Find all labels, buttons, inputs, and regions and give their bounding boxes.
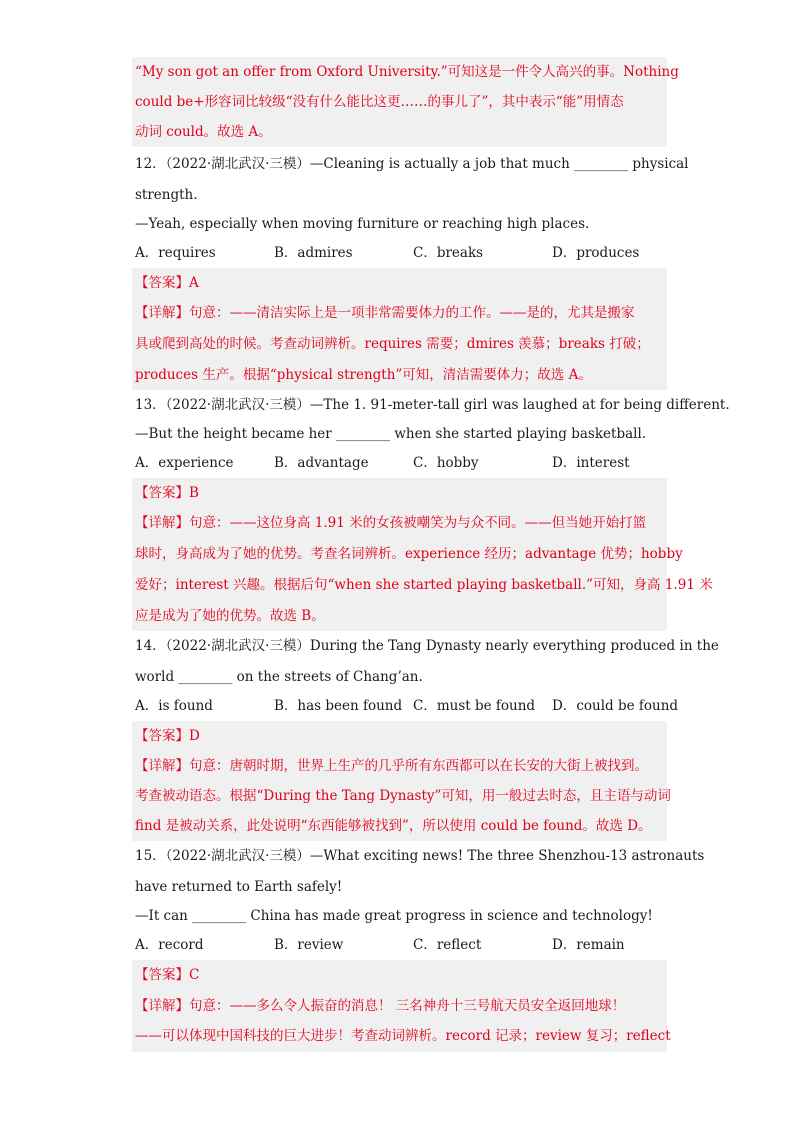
option-b: B．admires [274, 245, 353, 261]
detail-line: 【详解】句意：唐朝时期，世界上生产的几乎所有东西都可以在长安的大街上被找到。 [135, 758, 648, 774]
question-14-stem: world ________ on the streets of Chang’an. [135, 669, 423, 685]
question-14-stem: 14．（2022·湖北武汉·三模）During the Tang Dynasty nearly everything produced in the [135, 638, 719, 654]
option-a: A．experience [135, 455, 234, 471]
option-d: D．remain [552, 937, 625, 953]
detail-line: “My son got an offer from Oxford University.”可知这是一件令人高兴的事。Nothing [135, 64, 679, 80]
question-12-stem: 12．（2022·湖北武汉·三模）—Cleaning is actually a job that much ________ physical [135, 156, 689, 172]
detail-line: 具或爬到高处的时候。考查动词辨析。requires 需要；dmires 羡慕；breaks 打破； [135, 336, 650, 352]
question-15-stem: —It can ________ China has made great progress in science and technology! [135, 908, 653, 924]
detail-line: 【详解】句意：——清洁实际上是一项非常需要体力的工作。——是的，尤其是搬家 [135, 305, 635, 321]
option-d: D．produces [552, 245, 640, 261]
question-13-stem: —But the height became her ________ when she started playing basketball. [135, 426, 647, 442]
option-b: B．review [274, 937, 344, 953]
option-c: C．hobby [413, 455, 479, 471]
question-12-stem: —Yeah, especially when moving furniture or reaching high places. [135, 216, 590, 232]
detail-line: ——可以体现中国科技的巨大进步！考查动词辨析。record 记录；review 复习；reflect [135, 1028, 671, 1044]
option-d: D．could be found [552, 698, 679, 714]
option-a: A．requires [135, 245, 216, 261]
answer-label: 【答案】A [135, 275, 199, 291]
detail-line: produces 生产。根据“physical strength”可知，清洁需要体力；故选 A。 [135, 367, 592, 383]
answer-label: 【答案】C [135, 967, 200, 983]
detail-line: 考查被动语态。根据“During the Tang Dynasty”可知，用一般过去时态，且主语与动词 [135, 788, 671, 804]
question-13-stem: 13．（2022·湖北武汉·三模）—The 1. 91-meter-tall girl was laughed at for being different. [135, 397, 730, 413]
detail-line: 动词 could。故选 A。 [135, 124, 272, 140]
option-b: B．advantage [274, 455, 369, 471]
detail-line: 爱好；interest 兴趣。根据后句“when she started playing basketball.”可知，身高 1.91 米 [135, 577, 713, 593]
option-c: C．breaks [413, 245, 484, 261]
answer-label: 【答案】B [135, 485, 199, 501]
question-15-stem: have returned to Earth safely! [135, 879, 343, 895]
question-14-answer-block [132, 721, 671, 841]
option-c: C．reflect [413, 937, 482, 953]
option-a: A．record [135, 937, 204, 953]
detail-line: 应是成为了她的优势。故选 B。 [135, 608, 325, 624]
question-12-answer-block [132, 268, 667, 390]
detail-line: find 是被动关系，此处说明“东西能够被找到”，所以使用 could be found。故选 D。 [135, 818, 652, 834]
question-12-stem: strength. [135, 187, 198, 203]
question-15-stem: 15．（2022·湖北武汉·三模）—What exciting news! The three Shenzhou-13 astronauts [135, 848, 705, 864]
option-b: B．has been found [274, 698, 403, 714]
question-13-answer-block [132, 478, 713, 631]
option-d: D．interest [552, 455, 630, 471]
detail-line: could be+形容词比较级“没有什么能比这更……的事儿了”，其中表示“能”用情态 [135, 94, 624, 110]
answer-label: 【答案】D [135, 728, 200, 744]
option-c: C．must be found [413, 698, 536, 714]
detail-line: 【详解】句意：——多么令人振奋的消息！ 三名神舟十三号航天员安全返回地球！ [135, 998, 626, 1014]
continuation-block [132, 57, 679, 147]
detail-line: 球时，身高成为了她的优势。考查名词辨析。experience 经历；advantage 优势；hobby [135, 546, 683, 562]
question-15-answer-block [132, 960, 671, 1052]
option-a: A．is found [135, 698, 213, 714]
detail-line: 【详解】句意：——这位身高 1.91 米的女孩被嘲笑为与众不同。——但当她开始打篮 [135, 515, 647, 531]
